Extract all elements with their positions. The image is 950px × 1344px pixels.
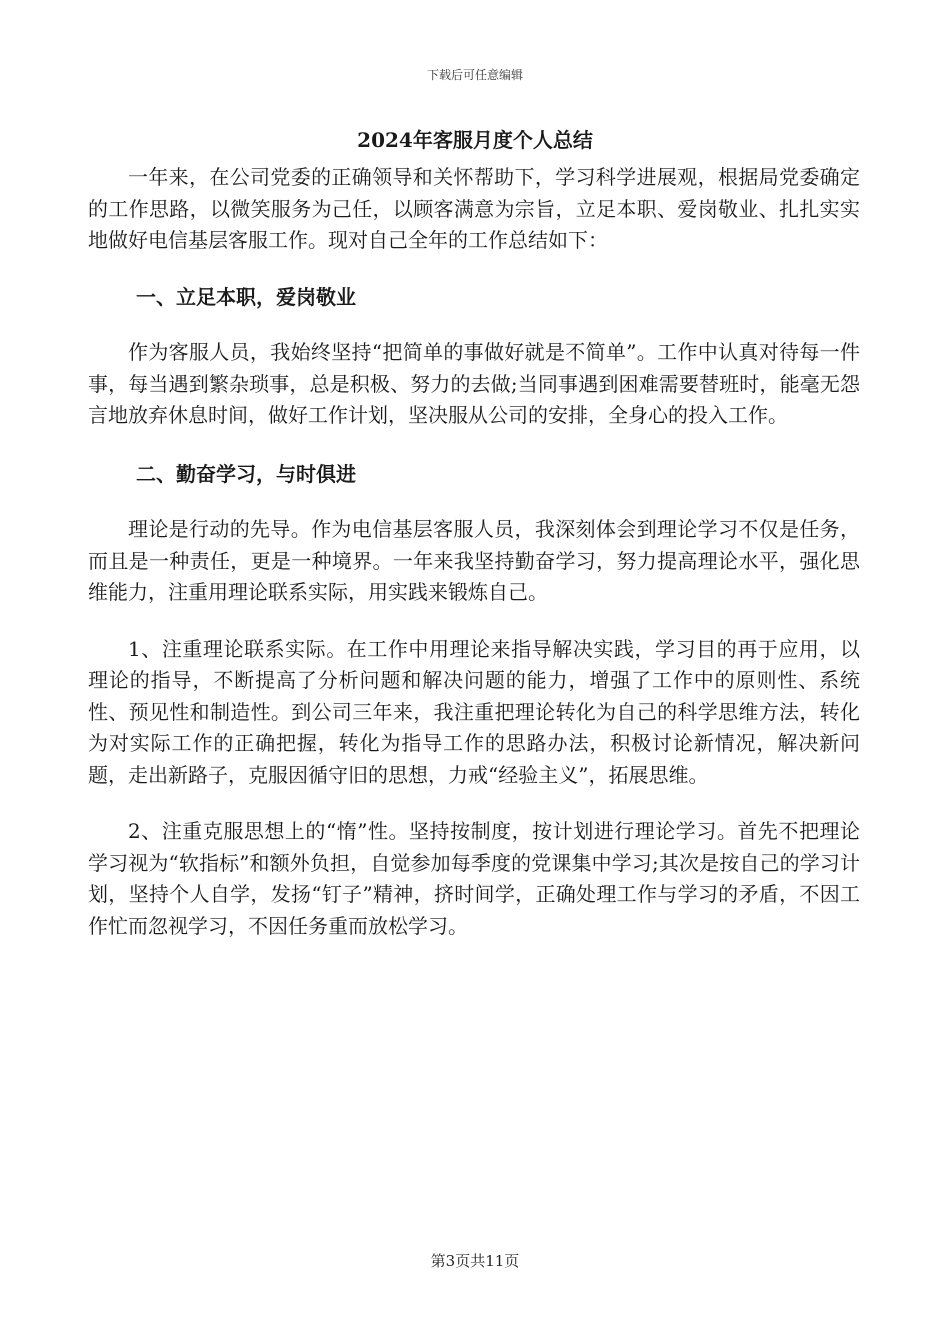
section-1-paragraph: 作为客服人员，我始终坚持“把简单的事做好就是不简单”。工作中认真对待每一件事，每当遇到繁杂琐事，总是积极、努力的去做;当同事遇到困难需要替班时，能毫无怨言地放弃休息时间，做好工作计划，坚决服从公司的安排，全身心的投入工作。 [88,340,860,427]
header-note: 下载后可任意编辑 [426,68,523,82]
page-number-footer: 第3页共11页 [430,1252,520,1270]
section-2-paragraph-2: 1、注重理论联系实际。在工作中用理论来指导解决实践，学习目的再于应用，以理论的指导，不断提高了分析问题和解决问题的能力，增强了工作中的原则性、系统性、预见性和制造性。到公司三年来，我注重把理论转化为自己的科学思维方法，转化为对实际工作的正确把握，转化为指导工作的思路办法，积极讨论新情况，解决新问题，走出新路子，克服因循守旧的思想，力戒“经验主义”，拓展思维。 [88,636,860,787]
section-2-paragraph-3: 2、注重克服思想上的“惰”性。坚持按制度，按计划进行理论学习。首先不把理论学习视为“软指标”和额外负担，自觉参加每季度的党课集中学习;其次是按自己的学习计划，坚持个人自学，发扬“钉子”精神，挤时间学，正确处理工作与学习的矛盾，不因工作忙而忽视学习，不因任务重而放松学习。 [88,819,860,938]
document-title: 2024年客服月度个人总结 [357,128,593,152]
document-body [88,162,860,942]
section-2-paragraph-1: 理论是行动的先导。作为电信基层客服人员，我深刻体会到理论学习不仅是任务，而且是一种责任，更是一种境界。一年来我坚持勤奋学习，努力提高理论水平，强化思维能力，注重用理论联系实际，用实践来锻炼自己。 [88,517,860,604]
section-1-heading: 一、立足本职，爱岗敬业 [136,284,356,309]
section-2-heading: 二、勤奋学习，与时俱进 [136,461,356,486]
intro-paragraph: 一年来，在公司党委的正确领导和关怀帮助下，学习科学进展观，根据局党委确定的工作思路，以微笑服务为己任，以顾客满意为宗旨，立足本职、爱岗敬业、扎扎实实地做好电信基层客服工作。现对自己全年的工作总结如下： [88,165,860,252]
